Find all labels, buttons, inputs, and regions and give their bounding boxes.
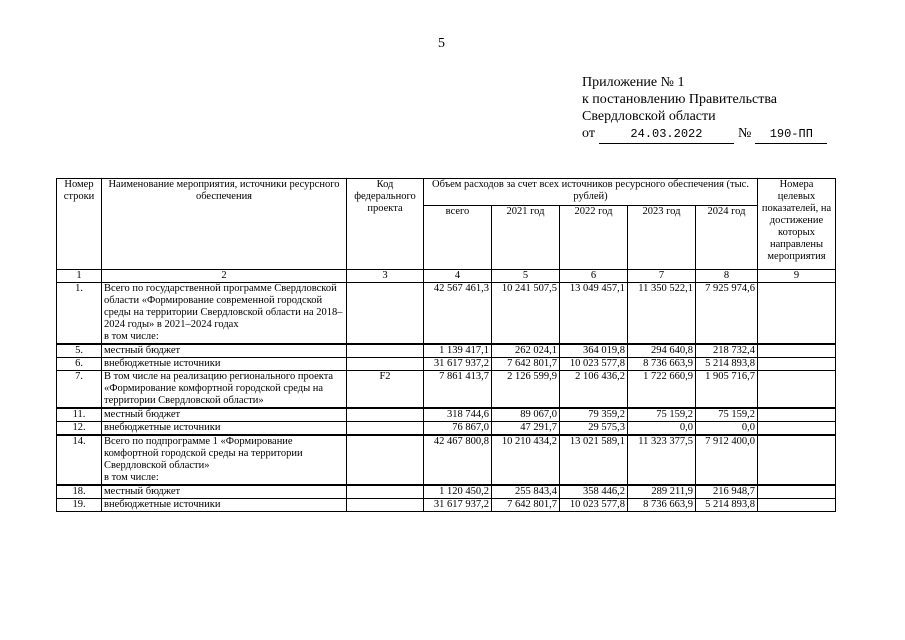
row-name-cell	[102, 371, 347, 409]
row-name-cell	[102, 408, 347, 422]
row-2023-cell: 1 722 660,9	[628, 371, 696, 409]
header-2022: 2022 год	[560, 206, 628, 270]
row-2024-cell: 0,0	[696, 422, 758, 436]
header-code: Код федерального проекта	[347, 179, 424, 270]
row-2022-cell: 13 021 589,1	[560, 435, 628, 485]
table-row	[57, 358, 836, 371]
decree-date: 24.03.2022	[599, 126, 734, 144]
appendix-date-line	[582, 125, 827, 144]
column-number-row	[57, 270, 836, 283]
row-code-cell	[347, 422, 424, 436]
table-row	[57, 422, 836, 436]
appendix-line-2: к постановлению Правительства	[582, 92, 778, 107]
table-row	[57, 485, 836, 499]
row-number-cell: 14.	[57, 435, 102, 485]
row-name-text: В том числе на реализацию регионального проекта «Формирование комфортной городской среды на территории Свердловской области»	[104, 371, 334, 406]
row-targets-cell	[758, 422, 836, 436]
table-row	[57, 408, 836, 422]
row-2021-cell: 10 210 434,2	[492, 435, 560, 485]
header-name: Наименование мероприятия, источники ресурсного обеспечения	[102, 179, 347, 270]
appendix-block	[582, 74, 827, 144]
header-row-number: Номер строки	[57, 179, 102, 270]
header-2021: 2021 год	[492, 206, 560, 270]
row-number-cell: 11.	[57, 408, 102, 422]
row-2023-cell: 289 211,9	[628, 485, 696, 499]
table-row	[57, 371, 836, 409]
row-2021-cell: 47 291,7	[492, 422, 560, 436]
row-total-cell: 7 861 413,7	[424, 371, 492, 409]
row-number-cell: 19.	[57, 499, 102, 512]
row-total-cell: 31 617 937,2	[424, 358, 492, 371]
row-name-sub: в том числе:	[104, 472, 159, 483]
row-targets-cell	[758, 371, 836, 409]
row-2024-cell: 5 214 893,8	[696, 499, 758, 512]
row-2024-cell: 1 905 716,7	[696, 371, 758, 409]
column-number: 8	[696, 270, 758, 283]
header-volume: Объем расходов за счет всех источников ресурсного обеспечения (тыс. рублей)	[424, 179, 758, 206]
row-code-cell	[347, 283, 424, 345]
header-2023: 2023 год	[628, 206, 696, 270]
row-2023-cell: 0,0	[628, 422, 696, 436]
row-number-cell: 6.	[57, 358, 102, 371]
row-name-cell	[102, 499, 347, 512]
row-code-cell	[347, 485, 424, 499]
row-2023-cell: 75 159,2	[628, 408, 696, 422]
row-name-cell	[102, 358, 347, 371]
row-2021-cell: 10 241 507,5	[492, 283, 560, 345]
row-2023-cell: 8 736 663,9	[628, 358, 696, 371]
row-name-cell	[102, 435, 347, 485]
row-2022-cell: 79 359,2	[560, 408, 628, 422]
row-code-cell	[347, 435, 424, 485]
table-row	[57, 435, 836, 485]
row-2021-cell: 2 126 599,9	[492, 371, 560, 409]
column-number: 9	[758, 270, 836, 283]
row-code-cell	[347, 344, 424, 358]
row-total-cell: 318 744,6	[424, 408, 492, 422]
table-row	[57, 499, 836, 512]
row-number-cell: 5.	[57, 344, 102, 358]
column-number: 4	[424, 270, 492, 283]
row-2022-cell: 13 049 457,1	[560, 283, 628, 345]
row-targets-cell	[758, 408, 836, 422]
row-total-cell: 76 867,0	[424, 422, 492, 436]
appendix-line-3: Свердловской области	[582, 109, 716, 124]
row-targets-cell	[758, 435, 836, 485]
row-2022-cell: 10 023 577,8	[560, 358, 628, 371]
row-name-text: местный бюджет	[104, 486, 181, 497]
column-number: 2	[102, 270, 347, 283]
appendix-title: Приложение № 1	[582, 75, 685, 90]
row-number-cell: 7.	[57, 371, 102, 409]
row-2023-cell: 11 350 522,1	[628, 283, 696, 345]
column-number: 3	[347, 270, 424, 283]
column-number: 1	[57, 270, 102, 283]
row-number-cell: 1.	[57, 283, 102, 345]
row-code-cell	[347, 408, 424, 422]
row-targets-cell	[758, 358, 836, 371]
header-row	[57, 179, 836, 206]
row-code-cell	[347, 499, 424, 512]
row-code-cell	[347, 358, 424, 371]
row-name-text: внебюджетные источники	[104, 499, 221, 510]
row-name-cell	[102, 422, 347, 436]
row-2024-cell: 216 948,7	[696, 485, 758, 499]
expenses-table	[56, 178, 836, 512]
row-2023-cell: 11 323 377,5	[628, 435, 696, 485]
row-targets-cell	[758, 485, 836, 499]
row-2021-cell: 255 843,4	[492, 485, 560, 499]
row-2021-cell: 262 024,1	[492, 344, 560, 358]
row-2024-cell: 7 912 400,0	[696, 435, 758, 485]
column-number: 7	[628, 270, 696, 283]
row-targets-cell	[758, 344, 836, 358]
table-body	[57, 179, 836, 512]
row-name-text: Всего по подпрограмме 1 «Формирование комфортной городской среды на территории Свердловской области»	[104, 436, 303, 471]
row-total-cell: 1 139 417,1	[424, 344, 492, 358]
row-2022-cell: 364 019,8	[560, 344, 628, 358]
table-row	[57, 283, 836, 345]
row-2021-cell: 7 642 801,7	[492, 358, 560, 371]
row-name-sub: в том числе:	[104, 331, 159, 342]
row-targets-cell	[758, 283, 836, 345]
row-2021-cell: 7 642 801,7	[492, 499, 560, 512]
table-row	[57, 344, 836, 358]
decree-number: 190-ПП	[755, 126, 827, 144]
row-number-cell: 18.	[57, 485, 102, 499]
page-number: 5	[438, 36, 445, 51]
row-total-cell: 31 617 937,2	[424, 499, 492, 512]
row-2024-cell: 218 732,4	[696, 344, 758, 358]
row-name-text: местный бюджет	[104, 345, 181, 356]
row-total-cell: 1 120 450,2	[424, 485, 492, 499]
row-2024-cell: 75 159,2	[696, 408, 758, 422]
row-2022-cell: 2 106 436,2	[560, 371, 628, 409]
header-2024: 2024 год	[696, 206, 758, 270]
row-2023-cell: 294 640,8	[628, 344, 696, 358]
date-prefix: от	[582, 126, 595, 141]
row-total-cell: 42 467 800,8	[424, 435, 492, 485]
number-prefix: №	[737, 126, 752, 141]
row-total-cell: 42 567 461,3	[424, 283, 492, 345]
row-name-cell	[102, 283, 347, 345]
row-2022-cell: 10 023 577,8	[560, 499, 628, 512]
row-2022-cell: 358 446,2	[560, 485, 628, 499]
header-total: всего	[424, 206, 492, 270]
column-number: 5	[492, 270, 560, 283]
row-2024-cell: 7 925 974,6	[696, 283, 758, 345]
row-name-text: внебюджетные источники	[104, 422, 221, 433]
row-2023-cell: 8 736 663,9	[628, 499, 696, 512]
row-name-cell	[102, 485, 347, 499]
row-targets-cell	[758, 499, 836, 512]
row-name-cell	[102, 344, 347, 358]
row-2022-cell: 29 575,3	[560, 422, 628, 436]
row-number-cell: 12.	[57, 422, 102, 436]
row-code-cell: F2	[347, 371, 424, 409]
row-name-text: внебюджетные источники	[104, 358, 221, 369]
row-name-text: местный бюджет	[104, 409, 181, 420]
column-number: 6	[560, 270, 628, 283]
row-name-text: Всего по государственной программе Свердловской области «Формирование современной городской среды на территории Свердловской области на 2018–2024 годы» в 2021–2024 годах	[104, 283, 343, 330]
row-2021-cell: 89 067,0	[492, 408, 560, 422]
row-2024-cell: 5 214 893,8	[696, 358, 758, 371]
header-targets: Номера целевых показателей, на достижение которых направлены мероприятия	[758, 179, 836, 270]
